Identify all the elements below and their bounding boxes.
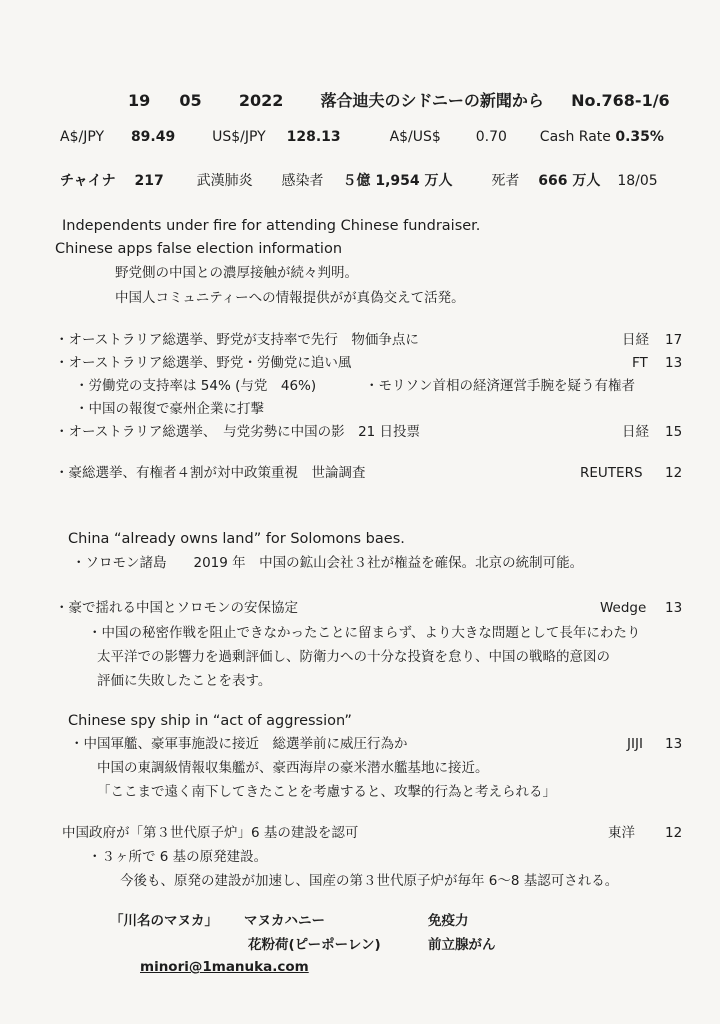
news-source: 日経 <box>622 424 649 440</box>
rate-value: 0.70 <box>475 129 507 145</box>
section-1-text: 野党側の中国との濃厚接触が続々判明。 <box>115 265 358 281</box>
infected-label: 感染者 <box>281 173 324 189</box>
page-number: 12 <box>665 465 683 481</box>
rate-label: US$/JPY <box>212 129 266 145</box>
footer-product: マヌカハニー <box>244 913 325 929</box>
header-title-line <box>128 92 670 110</box>
news-subitem: ・労働党の支持率は 54% (与党 46%) <box>75 378 317 394</box>
section-6-text: 中国の東調級情報収集艦が、豪西海岸の豪米潜水艦基地に接近。 <box>97 760 489 776</box>
rate-label: A$/US$ <box>389 129 441 145</box>
news-source: JIJI <box>627 736 643 752</box>
footer-benefit: 免疫力 <box>428 913 469 929</box>
section-5-text: 評価に失敗したことを表す。 <box>97 673 272 689</box>
covid-stats-line <box>60 172 658 190</box>
page-number: 13 <box>665 600 683 616</box>
exchange-rates-line <box>60 128 664 146</box>
deaths-label: 死者 <box>491 173 520 189</box>
news-source: 東洋 <box>608 825 635 841</box>
page-number: 13 <box>665 736 683 752</box>
news-item: ・豪で揺れる中国とソロモンの安保協定 <box>55 600 298 616</box>
section-7-text: 今後も、原発の建設が加速し、国産の第３世代原子炉が毎年 6～8 基認可される。 <box>120 873 619 889</box>
news-source: REUTERS <box>580 465 643 481</box>
page-number: 13 <box>665 355 683 371</box>
section-5-text: ・中国の秘密作戦を阻止できなかったことに留まらず、より大きな問題として長年にわたり <box>88 625 641 641</box>
news-item: 中国政府が「第３世代原子炉」6 基の建設を認可 <box>62 825 359 841</box>
news-item: ・オーストラリア総選挙、 与党劣勢に中国の影 21 日投票 <box>55 424 421 440</box>
covid-label: チャイナ <box>60 173 116 189</box>
news-source: FT <box>632 355 648 371</box>
news-item: ・豪総選挙、有権者４割が対中政策重視 世論調査 <box>55 465 366 481</box>
news-item: ・中国軍艦、豪軍事施設に接近 総選挙前に威圧行為か <box>70 736 408 752</box>
rate-value: 0.35% <box>615 129 664 145</box>
date-month: 05 <box>179 91 202 110</box>
rate-value: 89.49 <box>130 129 176 145</box>
issue-number: No.768-1/6 <box>571 91 670 110</box>
page-number: 12 <box>665 825 683 841</box>
rate-value: 128.13 <box>286 129 341 145</box>
footer-benefit: 前立腺がん <box>428 937 496 953</box>
rate-label: Cash Rate <box>539 129 611 145</box>
covid-date: 18/05 <box>617 173 658 189</box>
news-source: Wedge <box>600 600 647 616</box>
covid-number: 217 <box>134 173 164 189</box>
page-number: 15 <box>665 424 683 440</box>
rate-label: A$/JPY <box>60 129 105 145</box>
section-1-text: 中国人コミュニティーへの情報提供がが真偽交えて活発。 <box>115 290 465 306</box>
news-item: ・オーストラリア総選挙、野党・労働党に追い風 <box>55 355 352 371</box>
footer-brand: 「川名のマヌカ」 <box>110 913 218 929</box>
date-day: 19 <box>128 91 151 110</box>
newsletter-title: 落合迪夫のシドニーの新聞から <box>320 91 544 110</box>
section-4-text: ・ソロモン諸島 2019 年 中国の鉱山会社３社が権益を確保。北京の統制可能。 <box>72 555 584 571</box>
covid-disease: 武漢肺炎 <box>196 173 253 189</box>
news-subitem: ・中国の報復で豪州企業に打撃 <box>75 401 264 417</box>
footer-product: 花粉荷(ピーポーレン) <box>248 937 381 953</box>
news-source: 日経 <box>622 332 649 348</box>
section-5-text: 太平洋での影響力を過剰評価し、防衛力への十分な投資を怠り、中国の戦略的意図の <box>97 649 610 665</box>
section-7-text: ・３ヶ所で 6 基の原発建設。 <box>88 849 268 865</box>
date-year: 2022 <box>238 91 284 110</box>
section-4-headline: China “already owns land” for Solomons baes. <box>68 531 405 547</box>
news-item: ・オーストラリア総選挙、野党が支持率で先行 物価争点に <box>55 332 419 348</box>
news-subitem: ・モリソン首相の経済運営手腕を疑う有権者 <box>365 378 635 394</box>
section-6-text: 「ここまで遠く南下してきたことを考慮すると、攻撃的行為と考えられる」 <box>97 784 556 800</box>
footer-email-link[interactable]: minori@1manuka.com <box>140 959 309 975</box>
deaths-value: 666 万人 <box>538 173 601 189</box>
page-number: 17 <box>665 332 683 348</box>
section-1-headline: Chinese apps false election information <box>55 241 343 257</box>
section-6-headline: Chinese spy ship in “act of aggression” <box>68 713 352 729</box>
infected-value: ５億 1,954 万人 <box>342 173 453 189</box>
section-1-headline: Independents under fire for attending Chinese fundraiser. <box>62 218 481 234</box>
